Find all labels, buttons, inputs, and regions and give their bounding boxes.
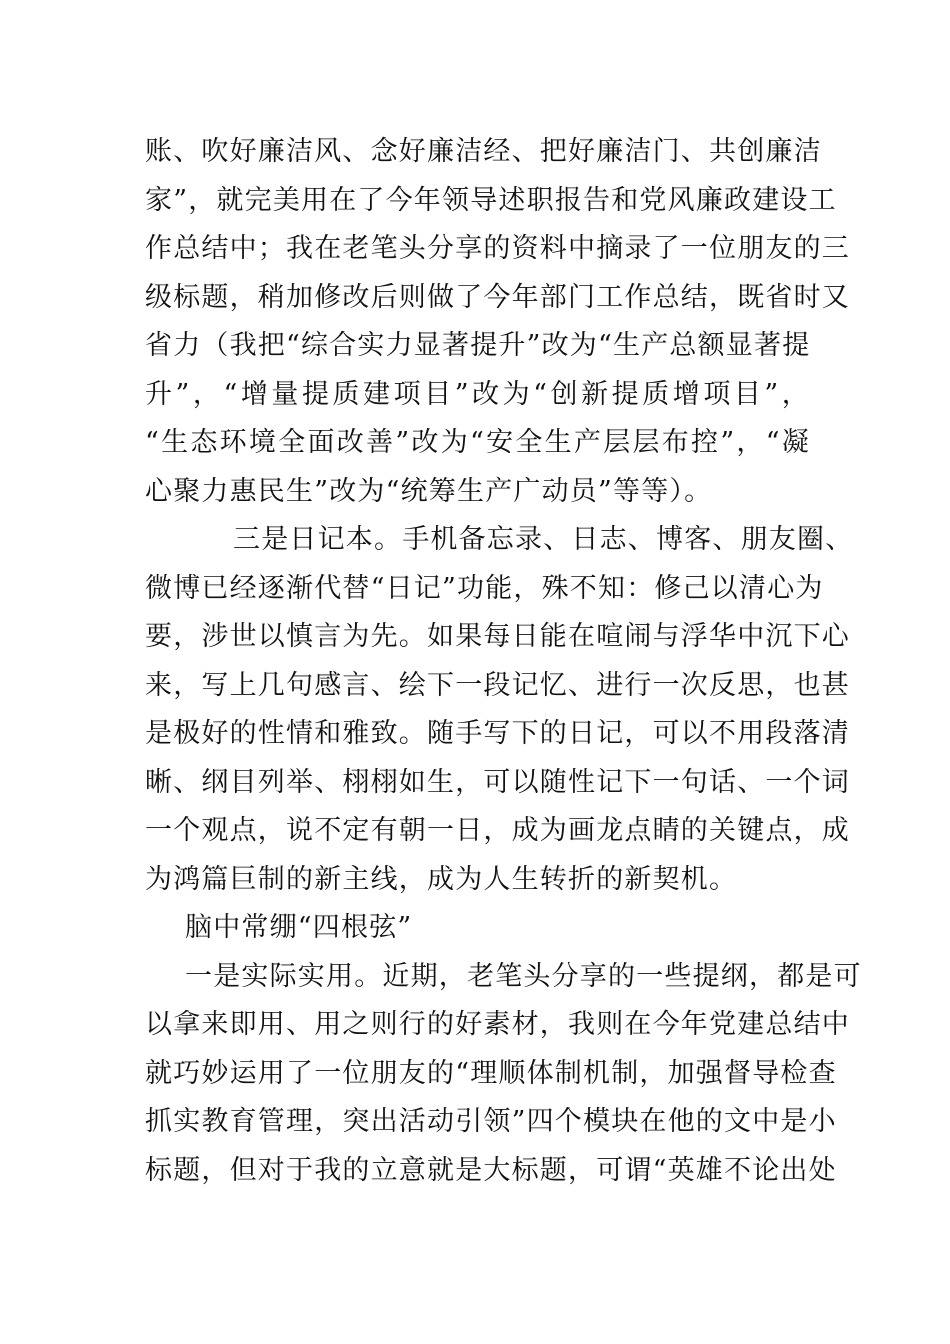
section-heading: 脑中常绷“四根弦”: [185, 912, 413, 943]
paragraph-start-practical: 一是实际实用。近期，老笔头分享的一些提纲，都是可: [185, 960, 862, 992]
text-line-21: 抓实教育管理，突出活动引领”四个模块在他的文中是小: [145, 1106, 837, 1137]
text-line-6: 升”，“增量提质建项目”改为“创新提质增项目”，: [145, 378, 810, 410]
text-line-1: 账、吹好廉洁风、念好廉洁经、把好廉洁门、共创廉洁: [145, 136, 822, 167]
text-line-11: 要，涉世以慎言为先。如果每日能在喧闹与浮华中沉下心: [145, 621, 850, 652]
text-line-7: “生态环境全面改善”改为“安全生产层层布控”，“凝: [145, 427, 810, 458]
text-line-3: 作总结中；我在老笔头分享的资料中摘录了一位朋友的三: [145, 233, 850, 264]
text-line-19: 以拿来即用、用之则行的好素材，我则在今年党建总结中: [145, 1009, 850, 1040]
paragraph-start-diary: 三是日记本。手机备忘录、日志、博客、朋友圈、: [233, 524, 854, 555]
text-line-14: 晰、纲目列举、栩栩如生，可以随性记下一句话、一个词: [145, 766, 850, 798]
text-line-20: 就巧妙运用了一位朋友的“理顺体制机制，加强督导检查: [145, 1057, 837, 1089]
text-line-4: 级标题，稍加修改后则做了今年部门工作总结，既省时又: [145, 281, 850, 313]
text-line-13: 是极好的性情和雅致。随手写下的日记，可以不用段落清: [145, 718, 850, 749]
text-line-12: 来，写上几句感言、绘下一段记忆、进行一次反思，也甚: [145, 669, 850, 701]
body-text: [145, 128, 862, 1195]
text-line-5: 省力（我把“综合实力显著提升”改为“生产总额显著提: [145, 330, 811, 361]
text-line-8: 心聚力惠民生”改为“统筹生产广动员”等等）。: [145, 475, 713, 507]
text-line-10: 微博已经逐渐代替“日记”功能，殊不知：修己以清心为: [145, 572, 824, 604]
text-line-2: 家”，就完美用在了今年领导述职报告和党风廉政建设工: [145, 184, 837, 216]
text-line-15: 一个观点，说不定有朝一日，成为画龙点睛的关键点，成: [145, 815, 850, 846]
text-line-22: 标题，但对于我的立意就是大标题，可谓“英雄不论出处: [145, 1154, 837, 1186]
text-line-16: 为鸿篇巨制的新主线，成为人生转折的新契机。: [145, 863, 738, 895]
